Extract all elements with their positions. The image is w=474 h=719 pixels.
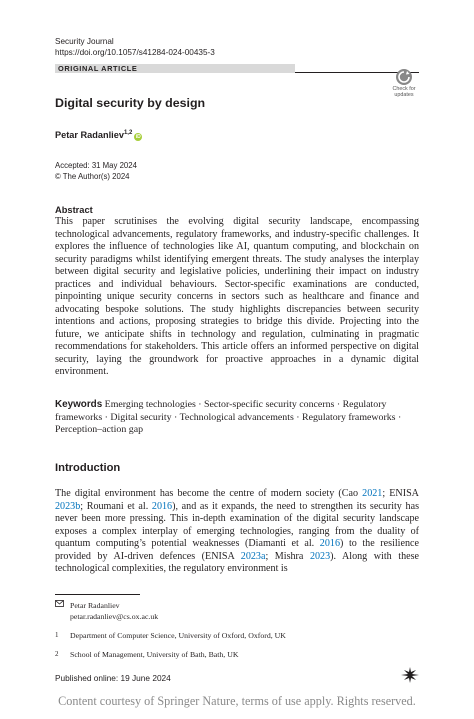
introduction-heading: Introduction [55, 462, 121, 474]
contact-name: Petar Radanliev [70, 601, 120, 610]
citation-link[interactable]: 2023b [55, 500, 81, 512]
journal-name: Security Journal [55, 37, 114, 46]
contact-block [55, 600, 419, 622]
abstract-heading: Abstract [55, 205, 93, 215]
author-line [55, 130, 142, 141]
affiliation-1-text: Department of Computer Science, University of Oxford, Oxford, UK [70, 631, 286, 640]
intro-text-4: ), and as it expands, the need to strengthen its security has never been more pressing. This in-depth examination of the digital security landscape exposes a complex interplay of emerging technologies, ranging from the duality of quantum computing’s potential weaknesses (Diamanti et al. [55, 500, 419, 549]
intro-text-6: ; Mishra [265, 550, 310, 562]
intro-text-3: ; Roumani et al. [80, 500, 152, 512]
journal-doi[interactable]: https://doi.org/10.1057/s41284-024-00435-3 [55, 48, 215, 57]
orcid-icon[interactable]: iD [135, 134, 141, 141]
intro-text-7: ). Along with these technological complexities, the regulatory environment is [55, 550, 419, 574]
author-name[interactable]: Petar Radanliev [55, 130, 124, 141]
journal-header [55, 36, 215, 58]
citation-link[interactable]: 2023a [240, 550, 266, 562]
envelope-icon [55, 600, 64, 611]
affiliation-1 [55, 630, 419, 641]
check-updates-line1: Check for [392, 86, 416, 92]
keywords-block [55, 399, 419, 437]
accepted-date: Accepted: 31 May 2024 [55, 161, 137, 170]
footnote-rule [55, 594, 140, 595]
author-affiliation-sup: 1,2 [123, 130, 133, 136]
courtesy-notice: Content courtesy of Springer Nature, terms of use apply. Rights reserved. [58, 694, 416, 708]
affiliation-2-mark: 2 [55, 650, 59, 658]
published-online: Published online: 19 June 2024 [55, 673, 171, 683]
affiliation-2-text: School of Management, University of Bath, Bath, UK [70, 650, 239, 659]
affiliation-1-mark: 1 [55, 631, 59, 639]
citation-link[interactable]: 2016 [151, 500, 173, 512]
article-type-label: ORIGINAL ARTICLE [58, 64, 138, 73]
contact-email[interactable]: petar.radanliev@cs.ox.ac.uk [70, 612, 159, 621]
article-title: Digital security by design [55, 96, 206, 110]
check-updates-line2: updates [394, 92, 414, 98]
article-dates [55, 161, 137, 182]
citation-link[interactable]: 2016 [319, 538, 340, 549]
springer-horse-icon [400, 666, 420, 684]
copyright-line: © The Author(s) 2024 [55, 171, 130, 181]
footnotes [55, 600, 419, 660]
intro-text-5: ) to the resilience provided by AI-driven defences (ENISA [55, 538, 419, 562]
citation-link[interactable]: 2021 [362, 488, 383, 499]
abstract-text: This paper scrutinises the evolving digital security landscape, encompassing technological advancements, regulatory frameworks, and industry-specific challenges. It explores the influence of technologies like AI, quantum computing, and blockchain on security paradigms whilst identifying emergent threats. The study analyses the interplay between digital security and legislative policies, underlining their impact on industry practices and individual behaviours. Sector-specific examinations are conducted, pinpointing unique security concerns in sectors such as healthcare and finance and advocating bespoke solutions. The study highlights discrepancies between security intentions and actions, proposing strategies to bridge this divide. Projecting into the future, we anticipate shifts in technology and regulation, culminating in pragmatic recommendations for stakeholders. This article offers an informed perspective on digital security, laying the groundwork for proactive approaches in a dynamic digital environment. [55, 216, 419, 377]
keywords-label: Keywords [55, 399, 103, 410]
keywords-text: Emerging technologies · Sector-specific security concerns · Regulatory frameworks · Digital security · Technological advancements · Regulatory frameworks · Perception–action gap [55, 399, 402, 435]
intro-text-1: The digital environment has become the centre of modern society (Cao [55, 488, 363, 499]
citation-link[interactable]: 2023 [309, 550, 331, 562]
affiliation-2 [55, 649, 419, 660]
check-updates-text[interactable] [386, 86, 422, 98]
introduction-paragraph [55, 488, 419, 576]
intro-text-2: ; ENISA [382, 488, 419, 499]
check-updates-icon [396, 69, 412, 85]
